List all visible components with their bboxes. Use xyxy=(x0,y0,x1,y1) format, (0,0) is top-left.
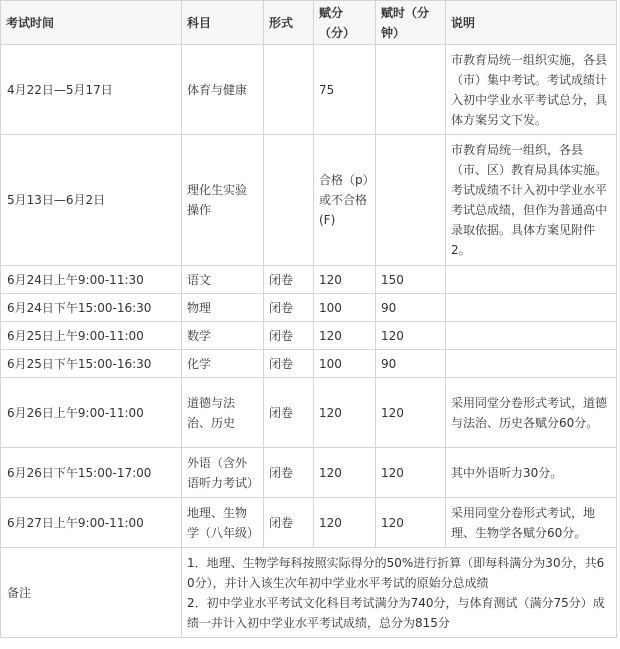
cell-time: 6月26日下午15:00-17:00 xyxy=(1,448,182,498)
cell-time: 6月24日上午9:00-11:30 xyxy=(1,266,182,294)
cell-form xyxy=(264,135,314,266)
remarks-line-2: 2．初中学业水平考试文化科目考试满分为740分，与体育测试（满分75分）成绩一并计入初中学业水平考试成绩，总分为815分 xyxy=(187,595,605,630)
table-row xyxy=(1,266,617,294)
cell-time: 4月22日—5月17日 xyxy=(1,45,182,135)
remarks-row xyxy=(1,548,617,638)
cell-duration xyxy=(376,45,446,135)
cell-subject: 地理、生物学（八年级） xyxy=(182,498,264,548)
header-row xyxy=(1,1,617,45)
cell-time: 6月27日上午9:00-11:00 xyxy=(1,498,182,548)
table-row xyxy=(1,448,617,498)
cell-score: 75 xyxy=(314,45,376,135)
cell-subject: 理化生实验操作 xyxy=(182,135,264,266)
cell-duration: 120 xyxy=(376,378,446,448)
cell-note: 采用同堂分卷形式考试，地理、生物学各赋分60分。 xyxy=(446,498,617,548)
cell-score: 120 xyxy=(314,378,376,448)
header-duration: 赋时（分钟） xyxy=(376,1,446,45)
header-time: 考试时间 xyxy=(1,1,182,45)
cell-duration: 120 xyxy=(376,448,446,498)
cell-time: 6月26日上午9:00-11:00 xyxy=(1,378,182,448)
cell-score: 100 xyxy=(314,350,376,378)
cell-time: 6月25日上午9:00-11:00 xyxy=(1,322,182,350)
cell-time: 6月24日下午15:00-16:30 xyxy=(1,294,182,322)
cell-time: 6月25日下午15:00-16:30 xyxy=(1,350,182,378)
cell-note xyxy=(446,322,617,350)
remarks-label: 备注 xyxy=(1,548,182,638)
cell-form: 闭卷 xyxy=(264,322,314,350)
cell-score: 120 xyxy=(314,448,376,498)
cell-note: 市教育局统一组织，各县（市、区）教育局具体实施。考试成绩不计入初中学业水平考试总成绩，但作为普通高中录取依据。具体方案见附件2。 xyxy=(446,135,617,266)
cell-duration: 90 xyxy=(376,350,446,378)
cell-form xyxy=(264,45,314,135)
table-row xyxy=(1,135,617,266)
cell-score: 120 xyxy=(314,266,376,294)
header-note: 说明 xyxy=(446,1,617,45)
cell-subject: 道德与法治、历史 xyxy=(182,378,264,448)
cell-score: 100 xyxy=(314,294,376,322)
cell-subject: 物理 xyxy=(182,294,264,322)
cell-note: 市教育局统一组织实施，各县（市）集中考试。考试成绩计入初中学业水平考试总分，具体方案另文下发。 xyxy=(446,45,617,135)
cell-form: 闭卷 xyxy=(264,448,314,498)
table-row xyxy=(1,350,617,378)
cell-score: 120 xyxy=(314,322,376,350)
cell-duration xyxy=(376,135,446,266)
cell-note: 其中外语听力30分。 xyxy=(446,448,617,498)
cell-note: 采用同堂分卷形式考试，道德与法治、历史各赋分60分。 xyxy=(446,378,617,448)
table-row xyxy=(1,294,617,322)
header-form: 形式 xyxy=(264,1,314,45)
cell-time: 5月13日—6月2日 xyxy=(1,135,182,266)
cell-duration: 120 xyxy=(376,498,446,548)
remarks-content xyxy=(182,548,617,638)
cell-score: 合格（p）或不合格(F) xyxy=(314,135,376,266)
cell-duration: 150 xyxy=(376,266,446,294)
header-score: 赋分（分） xyxy=(314,1,376,45)
table-row xyxy=(1,498,617,548)
cell-subject: 体育与健康 xyxy=(182,45,264,135)
cell-note xyxy=(446,294,617,322)
cell-form: 闭卷 xyxy=(264,498,314,548)
cell-duration: 90 xyxy=(376,294,446,322)
cell-form: 闭卷 xyxy=(264,350,314,378)
cell-form: 闭卷 xyxy=(264,266,314,294)
cell-duration: 120 xyxy=(376,322,446,350)
remarks-line-1: 1．地理、生物学每科按照实际得分的50%进行折算（即每科满分为30分，共60分），并计入该生次年初中学业水平考试的原始分总成绩 xyxy=(187,555,605,590)
cell-subject: 数学 xyxy=(182,322,264,350)
cell-note xyxy=(446,266,617,294)
cell-note xyxy=(446,350,617,378)
cell-subject: 语文 xyxy=(182,266,264,294)
table-row xyxy=(1,322,617,350)
cell-score: 120 xyxy=(314,498,376,548)
cell-form: 闭卷 xyxy=(264,294,314,322)
table-row xyxy=(1,378,617,448)
header-subject: 科目 xyxy=(182,1,264,45)
cell-form: 闭卷 xyxy=(264,378,314,448)
cell-subject: 外语（含外语听力考试） xyxy=(182,448,264,498)
cell-subject: 化学 xyxy=(182,350,264,378)
table-row xyxy=(1,45,617,135)
